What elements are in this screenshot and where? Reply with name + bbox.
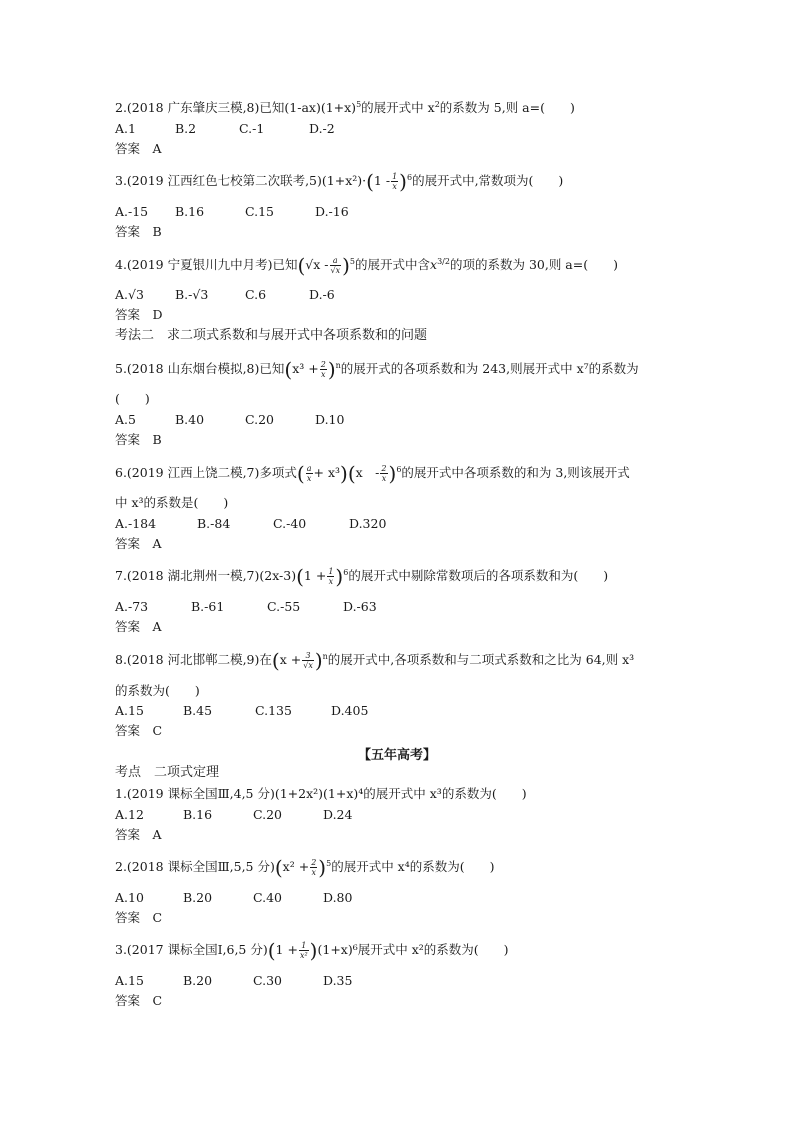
question-4-options: A.√3 B.-√3 C.6 D.-6 <box>115 287 335 302</box>
question-3-options: A.-15 B.16 C.15 D.-16 <box>115 204 349 219</box>
question-8: 8.(2018 河北邯郸二模,9)在(x + $\frac{3}{√x}$ )$^n$的展开式中,各项系数和与二项式系数和之比为 64,则 x³ <box>115 648 635 673</box>
question-4: 4.(2019 宁夏银川九中月考)已知(√x - $\frac{a}{√x}$ )$^5$的展开式中含$x^{3/2}$的项的系数为 30,则 a=( ) <box>115 253 618 278</box>
exam-question-3-options: A.15 B.20 C.30 D.35 <box>115 973 353 988</box>
question-8-answer: 答案 C <box>115 723 163 738</box>
section-heading-five-years: 【五年高考】 <box>357 748 436 763</box>
question-6: 6.(2019 江西上饶二模,7)多项式( $\frac{a}{x}$ + x³)(x - $\frac{2}{x}$ )$^6$的展开式中各项系数的和为 3,则该展开式 <box>115 461 630 486</box>
exam-question-1-options: A.12 B.16 C.20 D.24 <box>115 807 353 822</box>
question-8-line2: 的系数为( ) <box>115 683 200 698</box>
question-5-line2: ( ) <box>115 391 150 406</box>
exam-question-2: 2.(2018 课标全国Ⅲ,5,5 分)(x² + $\frac{2}{x}$ )$^5$的展开式中 x⁴的系数为( ) <box>115 855 495 880</box>
exam-question-1-answer: 答案 A <box>115 827 162 842</box>
question-7-options: A.-73 B.-61 C.-55 D.-63 <box>115 599 377 614</box>
exam-question-1: 1.(2019 课标全国Ⅲ,4,5 分)(1+2x²)(1+x)⁴的展开式中 x³的系数为( ) <box>115 786 527 801</box>
question-6-line2: 中 x³的系数是( ) <box>115 495 229 510</box>
question-4-answer: 答案 D <box>115 307 163 322</box>
exam-question-2-answer: 答案 C <box>115 910 163 925</box>
question-3: 3.(2019 江西红色七校第二次联考,5)(1+x²)·(1 - $\frac{1}{x}$ )$^6$的展开式中,常数项为( ) <box>115 169 564 194</box>
section-heading-method-2: 考法二 求二项式系数和与展开式中各项系数和的问题 <box>115 328 428 343</box>
exam-question-3-answer: 答案 C <box>115 993 163 1008</box>
question-2-answer: 答案 A <box>115 141 162 156</box>
kaodian-heading: 考点 二项式定理 <box>115 765 220 780</box>
question-8-options: A.15 B.45 C.135 D.405 <box>115 703 369 718</box>
question-2: 2.(2018 广东肇庆三模,8)已知$(1-ax)(1+x)^5$的展开式中 $x^2$的系数为 5,则 a=( ) <box>115 99 575 115</box>
question-6-options: A.-184 B.-84 C.-40 D.320 <box>115 516 387 531</box>
question-6-answer: 答案 A <box>115 536 162 551</box>
question-5: 5.(2018 山东烟台模拟,8)已知(x³ + $\frac{2}{x}$ )$^n$的展开式的各项系数和为 243,则展开式中 x⁷的系数为 <box>115 357 639 382</box>
question-7: 7.(2018 湖北荆州一模,7)(2x-3)(1 + $\frac{1}{x}$ )$^6$的展开式中剔除常数项后的各项系数和为( ) <box>115 564 609 589</box>
question-7-answer: 答案 A <box>115 619 162 634</box>
question-3-answer: 答案 B <box>115 224 162 239</box>
exam-question-3: 3.(2017 课标全国Ⅰ,6,5 分)(1 + $\frac{1}{\text{x²}}$ )(1+x)⁶展开式中 x²的系数为( ) <box>115 938 509 963</box>
question-5-answer: 答案 B <box>115 432 162 447</box>
question-2-options: A.1 B.2 C.-1 D.-2 <box>115 121 335 136</box>
exam-question-2-options: A.10 B.20 C.40 D.80 <box>115 890 353 905</box>
question-5-options: A.5 B.40 C.20 D.10 <box>115 412 345 427</box>
